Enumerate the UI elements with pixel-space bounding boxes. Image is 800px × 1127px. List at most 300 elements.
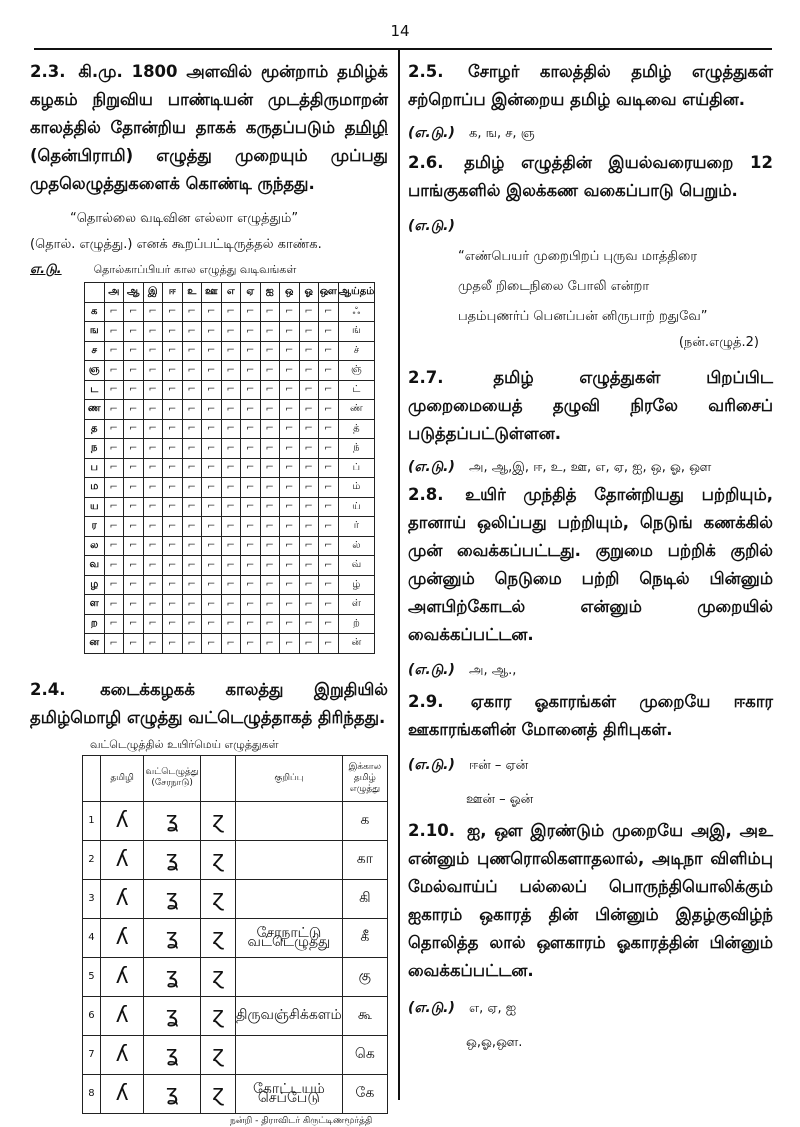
glyph-cell: ⌐: [241, 419, 261, 439]
row-label: ச: [85, 341, 105, 361]
glyph-cell: ⌐: [124, 439, 144, 459]
glyph-cell: ⌐: [202, 575, 222, 595]
glyph-cell: ⌐: [221, 614, 241, 634]
glyph-cell: ⌐: [280, 380, 300, 400]
glyph-cell: ⌐: [182, 341, 202, 361]
glyph-cell: ⌐: [163, 634, 183, 654]
glyph-cell: ⌐: [202, 536, 222, 556]
glyph-cell: ⌐: [221, 536, 241, 556]
row-label: ழ: [85, 575, 105, 595]
row-number: 5: [83, 957, 101, 996]
glyph-cell: ⌐: [163, 400, 183, 420]
glyph-cell: ⌐: [299, 556, 319, 576]
column-header: எ: [221, 283, 241, 303]
example-text: ஒ,ஓ,ஔ.: [466, 1035, 523, 1050]
section-text: கடைக்கழகக் காலத்து இறுதியில் தமிழ்மொழி எழுத்து வட்டெழுத்தாகத் திரிந்தது.: [30, 679, 388, 727]
example-line: [408, 122, 773, 145]
table-2-caption: நன்றி - திராவிடர் கிருட்டிணமூர்த்தி: [230, 1115, 373, 1126]
column-header: உ: [182, 283, 202, 303]
script-glyph-cell: ʓ: [144, 996, 201, 1035]
row-label: ந: [85, 439, 105, 459]
glyph-cell: ⌐: [221, 595, 241, 615]
column-header: ஆய்தம்: [338, 283, 375, 303]
note-cell: [236, 1035, 343, 1074]
table-row: [85, 595, 375, 615]
section-2-3: [30, 58, 388, 198]
section-text: தமிழ் எழுத்தின் இயல்வரையறை 12 பாங்குகளில் இலக்கண வகைப்பாடு பெறும்.: [408, 153, 773, 200]
script-glyph-cell: ʓ: [144, 918, 201, 957]
table-title-text: தொல்காப்பியர் கால எழுத்து வடிவங்கள்: [93, 263, 297, 276]
table-row: [85, 634, 375, 654]
note-cell: [236, 957, 343, 996]
modern-letter-cell: கெ: [342, 1035, 387, 1074]
column-header: [83, 755, 101, 801]
glyph-cell: ⌐: [260, 497, 280, 517]
glyph-cell: ⌐: [299, 614, 319, 634]
glyph-cell: ⌐: [319, 380, 339, 400]
glyph-cell: ⌐: [260, 380, 280, 400]
example-text: அ, ஆ.,: [469, 663, 517, 678]
glyph-cell: ⌐: [280, 556, 300, 576]
glyph-cell: ⌐: [299, 478, 319, 498]
table-row: [85, 478, 375, 498]
glyph-cell: ⌐: [260, 575, 280, 595]
glyph-cell: ⌐: [124, 478, 144, 498]
modern-letter-cell: ச்: [338, 341, 375, 361]
glyph-cell: ⌐: [280, 341, 300, 361]
glyph-cell: ⌐: [319, 478, 339, 498]
table-row: [85, 536, 375, 556]
verse-block: [408, 242, 773, 354]
table-row: [85, 575, 375, 595]
section-2-9: [408, 688, 773, 744]
glyph-cell: ⌐: [143, 634, 163, 654]
glyph-cell: ⌐: [163, 458, 183, 478]
glyph-cell: ⌐: [143, 556, 163, 576]
row-label: த: [85, 419, 105, 439]
glyph-cell: ⌐: [221, 302, 241, 322]
glyph-cell: ⌐: [163, 536, 183, 556]
glyph-cell: ⌐: [260, 419, 280, 439]
row-label: ர: [85, 517, 105, 537]
script-glyph-cell: ɀ: [200, 996, 235, 1035]
table-row: [85, 556, 375, 576]
table-2-title: வட்டெழுத்தில் உயிர்மெய் எழுத்துகள்: [90, 737, 279, 751]
glyph-cell: ⌐: [182, 536, 202, 556]
glyph-cell: ⌐: [241, 595, 261, 615]
glyph-cell: ⌐: [299, 575, 319, 595]
section-2-7: [408, 364, 773, 448]
glyph-cell: ⌐: [221, 361, 241, 381]
glyph-cell: ⌐: [104, 595, 124, 615]
note-cell: [236, 801, 343, 840]
glyph-cell: ⌐: [104, 536, 124, 556]
glyph-cell: ⌐: [299, 497, 319, 517]
glyph-cell: ⌐: [299, 380, 319, 400]
glyph-cell: ⌐: [241, 556, 261, 576]
example-line: [408, 215, 773, 238]
script-glyph-cell: ɀ: [200, 1074, 235, 1113]
modern-letter-cell: கா: [342, 840, 387, 879]
glyph-cell: ⌐: [241, 614, 261, 634]
row-number: 2: [83, 840, 101, 879]
glyph-cell: ⌐: [202, 400, 222, 420]
row-number: 3: [83, 879, 101, 918]
modern-letter-cell: கே: [342, 1074, 387, 1113]
glyph-cell: ⌐: [221, 634, 241, 654]
glyph-cell: ⌐: [299, 322, 319, 342]
glyph-cell: ⌐: [280, 575, 300, 595]
right-column: [408, 58, 773, 1054]
script-glyph-cell: ɀ: [200, 801, 235, 840]
script-glyph-cell: ɀ: [200, 1035, 235, 1074]
row-number: 1: [83, 801, 101, 840]
glyph-cell: ⌐: [143, 497, 163, 517]
glyph-cell: ⌐: [280, 536, 300, 556]
glyph-cell: ⌐: [143, 458, 163, 478]
glyph-cell: ⌐: [124, 634, 144, 654]
example-line: [408, 754, 773, 777]
glyph-cell: ⌐: [124, 536, 144, 556]
glyph-cell: ⌐: [260, 478, 280, 498]
section-number: 2.5.: [408, 62, 444, 81]
row-label: ங: [85, 322, 105, 342]
row-label: வ: [85, 556, 105, 576]
script-glyph-cell: ʎ: [100, 1074, 143, 1113]
column-header: ஒ: [280, 283, 300, 303]
glyph-cell: ⌐: [163, 614, 183, 634]
row-number: 6: [83, 996, 101, 1035]
glyph-cell: ⌐: [163, 322, 183, 342]
column-header: ஐ: [260, 283, 280, 303]
table-row: [85, 517, 375, 537]
glyph-cell: ⌐: [143, 380, 163, 400]
glyph-cell: ⌐: [280, 439, 300, 459]
example-text: க, ங, ச, ஞ: [469, 126, 535, 141]
glyph-cell: ⌐: [104, 302, 124, 322]
glyph-cell: ⌐: [241, 302, 261, 322]
glyph-cell: ⌐: [163, 595, 183, 615]
glyph-cell: ⌐: [202, 595, 222, 615]
glyph-cell: ⌐: [104, 556, 124, 576]
column-header: ஊ: [202, 283, 222, 303]
glyph-cell: ⌐: [124, 400, 144, 420]
table-row: [83, 918, 388, 957]
glyph-cell: ⌐: [299, 341, 319, 361]
glyph-cell: ⌐: [319, 634, 339, 654]
modern-letter-cell: ந்: [338, 439, 375, 459]
script-glyph-cell: ʓ: [144, 957, 201, 996]
glyph-cell: ⌐: [124, 556, 144, 576]
glyph-cell: ⌐: [241, 458, 261, 478]
glyph-cell: ⌐: [104, 497, 124, 517]
glyph-cell: ⌐: [241, 322, 261, 342]
glyph-cell: ⌐: [202, 419, 222, 439]
table-row: [83, 1035, 388, 1074]
section-number: 2.10.: [408, 821, 455, 840]
script-glyph-cell: ʎ: [100, 879, 143, 918]
glyph-cell: ⌐: [124, 380, 144, 400]
glyph-cell: ⌐: [241, 361, 261, 381]
glyph-cell: ⌐: [299, 536, 319, 556]
glyph-cell: ⌐: [124, 517, 144, 537]
underlined-term: தமிழி: [344, 118, 388, 137]
verse-reference: (நன்.எழுத்.2): [678, 335, 759, 350]
modern-letter-cell: கீ: [342, 918, 387, 957]
glyph-cell: ⌐: [280, 517, 300, 537]
script-glyph-cell: ɀ: [200, 918, 235, 957]
glyph-cell: ⌐: [280, 322, 300, 342]
glyph-cell: ⌐: [319, 595, 339, 615]
row-label: ள: [85, 595, 105, 615]
row-label: ன: [85, 634, 105, 654]
table-row: [85, 341, 375, 361]
column-header: ஔ: [319, 283, 339, 303]
row-label: ம: [85, 478, 105, 498]
glyph-cell: ⌐: [319, 361, 339, 381]
example-line: [408, 659, 773, 682]
glyph-cell: ⌐: [163, 517, 183, 537]
section-number: 2.3.: [30, 62, 66, 81]
glyph-cell: ⌐: [221, 380, 241, 400]
glyph-cell: ⌐: [104, 614, 124, 634]
row-label: ண: [85, 400, 105, 420]
glyph-cell: ⌐: [104, 478, 124, 498]
glyph-cell: ⌐: [163, 341, 183, 361]
glyph-cell: ⌐: [104, 400, 124, 420]
glyph-cell: ⌐: [299, 419, 319, 439]
glyph-cell: ⌐: [319, 575, 339, 595]
glyph-cell: ⌐: [124, 497, 144, 517]
glyph-cell: ⌐: [104, 439, 124, 459]
eg-label: (எ.டு.): [408, 125, 455, 141]
glyph-cell: ⌐: [260, 556, 280, 576]
glyph-cell: ⌐: [143, 419, 163, 439]
glyph-cell: ⌐: [163, 478, 183, 498]
table-row: [83, 996, 388, 1035]
modern-letter-cell: த்: [338, 419, 375, 439]
column-header: ஈ: [163, 283, 183, 303]
glyph-cell: ⌐: [124, 361, 144, 381]
glyph-cell: ⌐: [163, 419, 183, 439]
glyph-cell: ⌐: [260, 595, 280, 615]
glyph-cell: ⌐: [182, 439, 202, 459]
glyph-cell: ⌐: [319, 614, 339, 634]
eg-label: (எ.டு.): [408, 757, 455, 773]
eg-label: (எ.டு.): [408, 662, 455, 678]
table-row: [85, 458, 375, 478]
glyph-cell: ⌐: [299, 517, 319, 537]
table-row: [85, 400, 375, 420]
glyph-cell: ⌐: [280, 419, 300, 439]
eg-label: (எ.டு.): [408, 459, 455, 475]
glyph-cell: ⌐: [319, 556, 339, 576]
glyph-cell: ⌐: [319, 458, 339, 478]
glyph-cell: ⌐: [260, 302, 280, 322]
table-1-title: [30, 262, 388, 278]
example-line: [408, 456, 773, 479]
quote-line: “தொல்லை வடிவின எல்லா எழுத்தும்”: [70, 211, 299, 226]
glyph-cell: ⌐: [241, 497, 261, 517]
row-label: ஞ: [85, 361, 105, 381]
glyph-cell: ⌐: [221, 517, 241, 537]
glyph-cell: ⌐: [104, 634, 124, 654]
glyph-cell: ⌐: [221, 439, 241, 459]
example-line: [408, 997, 773, 1020]
glyph-cell: ⌐: [202, 302, 222, 322]
glyph-cell: ⌐: [299, 595, 319, 615]
glyph-cell: ⌐: [143, 478, 163, 498]
glyph-cell: ⌐: [221, 322, 241, 342]
script-glyph-cell: ʎ: [100, 840, 143, 879]
letter-forms-table: [84, 282, 375, 654]
script-glyph-cell: ʎ: [100, 918, 143, 957]
verse-line: பதம்புணர்ப் பெனப்பன் னிருபாற் றதுவே”: [458, 309, 708, 324]
glyph-cell: ⌐: [260, 614, 280, 634]
glyph-cell: ⌐: [182, 497, 202, 517]
glyph-cell: ⌐: [163, 497, 183, 517]
page-number: 14: [390, 22, 410, 40]
glyph-cell: ⌐: [182, 575, 202, 595]
section-2-5: [408, 58, 773, 114]
glyph-cell: ⌐: [319, 341, 339, 361]
script-glyph-cell: ʓ: [144, 879, 201, 918]
glyph-cell: ⌐: [202, 614, 222, 634]
glyph-cell: ⌐: [143, 575, 163, 595]
glyph-cell: ⌐: [104, 458, 124, 478]
glyph-cell: ⌐: [124, 614, 144, 634]
glyph-cell: ⌐: [280, 614, 300, 634]
glyph-cell: ⌐: [182, 419, 202, 439]
glyph-cell: ⌐: [260, 439, 280, 459]
glyph-cell: ⌐: [260, 536, 280, 556]
table-row: [83, 879, 388, 918]
glyph-cell: ⌐: [143, 341, 163, 361]
modern-letter-cell: ழ்: [338, 575, 375, 595]
glyph-cell: ⌐: [124, 341, 144, 361]
column-divider: [398, 48, 400, 1100]
glyph-cell: ⌐: [143, 595, 163, 615]
verse-line: “எண்பெயர் முறைபிறப் புருவ மாத்திரை: [458, 249, 698, 264]
section-2-6: [408, 149, 773, 205]
glyph-cell: ⌐: [163, 380, 183, 400]
script-glyph-cell: ɀ: [200, 957, 235, 996]
modern-letter-cell: ய்: [338, 497, 375, 517]
glyph-cell: ⌐: [260, 322, 280, 342]
glyph-cell: ⌐: [202, 439, 222, 459]
table-row: [85, 439, 375, 459]
note-cell: சேரநாட்டு வட்டெழுத்து: [236, 918, 343, 957]
glyph-cell: ⌐: [221, 556, 241, 576]
glyph-cell: ⌐: [299, 634, 319, 654]
glyph-cell: ⌐: [221, 458, 241, 478]
glyph-cell: ⌐: [241, 517, 261, 537]
table-row: [85, 419, 375, 439]
section-text: உயிர் முந்தித் தோன்றியது பற்றியும், தானாய் ஒலிப்பது பற்றியும், நெடுங் கணக்கில் முன் வைக்கப்பட்டது. குறுமை பற்றிக் குறில் முன்னும் நெடுமை பற்றி நெடில் பின்னும் அளபிற்கோடல் என்னும் முறையில் வைக்கப்பட்டன.: [408, 485, 773, 644]
glyph-cell: ⌐: [143, 361, 163, 381]
glyph-cell: ⌐: [182, 458, 202, 478]
modern-letter-cell: ம்: [338, 478, 375, 498]
glyph-cell: ⌐: [299, 361, 319, 381]
script-glyph-cell: ʎ: [100, 996, 143, 1035]
glyph-cell: ⌐: [163, 361, 183, 381]
table-row: [85, 380, 375, 400]
script-glyph-cell: ʓ: [144, 1035, 201, 1074]
glyph-cell: ⌐: [241, 634, 261, 654]
glyph-cell: ⌐: [143, 517, 163, 537]
glyph-cell: ⌐: [241, 341, 261, 361]
glyph-cell: ⌐: [221, 497, 241, 517]
glyph-cell: ⌐: [202, 380, 222, 400]
row-label: ட: [85, 380, 105, 400]
column-header: தமிழி: [100, 755, 143, 801]
glyph-cell: ⌐: [104, 361, 124, 381]
column-header: ஓ: [299, 283, 319, 303]
glyph-cell: ⌐: [221, 419, 241, 439]
quote-source: (தொல். எழுத்து.) எனக் கூறப்பட்டிருத்தல் காண்க.: [30, 237, 322, 252]
row-label: ய: [85, 497, 105, 517]
glyph-cell: ⌐: [319, 400, 339, 420]
glyph-cell: ⌐: [241, 478, 261, 498]
column-header: வட்டெழுத்து (சேரநாடு): [144, 755, 201, 801]
glyph-cell: ⌐: [280, 458, 300, 478]
glyph-cell: ⌐: [124, 575, 144, 595]
glyph-cell: ⌐: [202, 517, 222, 537]
glyph-cell: ⌐: [280, 634, 300, 654]
modern-letter-cell: ர்: [338, 517, 375, 537]
note-cell: [236, 840, 343, 879]
glyph-cell: ⌐: [241, 536, 261, 556]
glyph-cell: ⌐: [182, 380, 202, 400]
section-number: 2.9.: [408, 692, 444, 711]
script-glyph-cell: ʓ: [144, 1074, 201, 1113]
modern-letter-cell: ண்: [338, 400, 375, 420]
column-header: இ: [143, 283, 163, 303]
glyph-cell: ⌐: [182, 478, 202, 498]
eg-label: (எ.டு.): [408, 218, 455, 234]
glyph-cell: ⌐: [241, 400, 261, 420]
glyph-cell: ⌐: [241, 439, 261, 459]
row-label: ப: [85, 458, 105, 478]
glyph-cell: ⌐: [182, 322, 202, 342]
note-cell: [236, 879, 343, 918]
glyph-cell: ⌐: [104, 517, 124, 537]
glyph-cell: ⌐: [299, 458, 319, 478]
row-number: 8: [83, 1074, 101, 1113]
modern-letter-cell: ப்: [338, 458, 375, 478]
section-2-4: [30, 676, 388, 732]
note-cell: கோட்டயம் செப்பேடு: [236, 1074, 343, 1113]
glyph-cell: ⌐: [182, 595, 202, 615]
row-label: க: [85, 302, 105, 322]
glyph-cell: ⌐: [202, 341, 222, 361]
example-text: அ, ஆ,இ, ஈ, உ, ஊ, எ, ஏ, ஐ, ஒ, ஓ, ஔ: [469, 460, 712, 475]
section-text: கி.மு. 1800 அளவில் மூன்றாம் தமிழ்க் கழகம் நிறுவிய பாண்டியன் முடத்திருமாறன் காலத்தில் தோன்றிய தாகக் கருதப்படும்: [30, 62, 388, 137]
section-text: ஐ, ஔ இரண்டும் முறையே அஇ, அஉ என்னும் புணரொலிகளாதலால், அடிநா விளிம்பு மேல்வாய்ப் பல்லைப் பொருந்தியொலிக்கும் ஐகாரம் ஒகாரத் தின் பின்னும் இதழ்குவிழ்ந் தொலித்த லால் ஔகாரம் ஓகாரத்தின் பின்னும் வைக்கப்பட்டன.: [408, 821, 773, 980]
glyph-cell: ⌐: [319, 419, 339, 439]
glyph-cell: ⌐: [104, 341, 124, 361]
row-label: ற: [85, 614, 105, 634]
glyph-cell: ⌐: [319, 439, 339, 459]
glyph-cell: ⌐: [182, 400, 202, 420]
glyph-cell: ⌐: [319, 322, 339, 342]
glyph-cell: ⌐: [202, 634, 222, 654]
example-text: ஊன் – ஓன்: [466, 792, 534, 807]
table-row: [85, 302, 375, 322]
modern-letter-cell: ட்: [338, 380, 375, 400]
modern-letter-cell: ன்: [338, 634, 375, 654]
section-number: 2.7.: [408, 368, 444, 387]
